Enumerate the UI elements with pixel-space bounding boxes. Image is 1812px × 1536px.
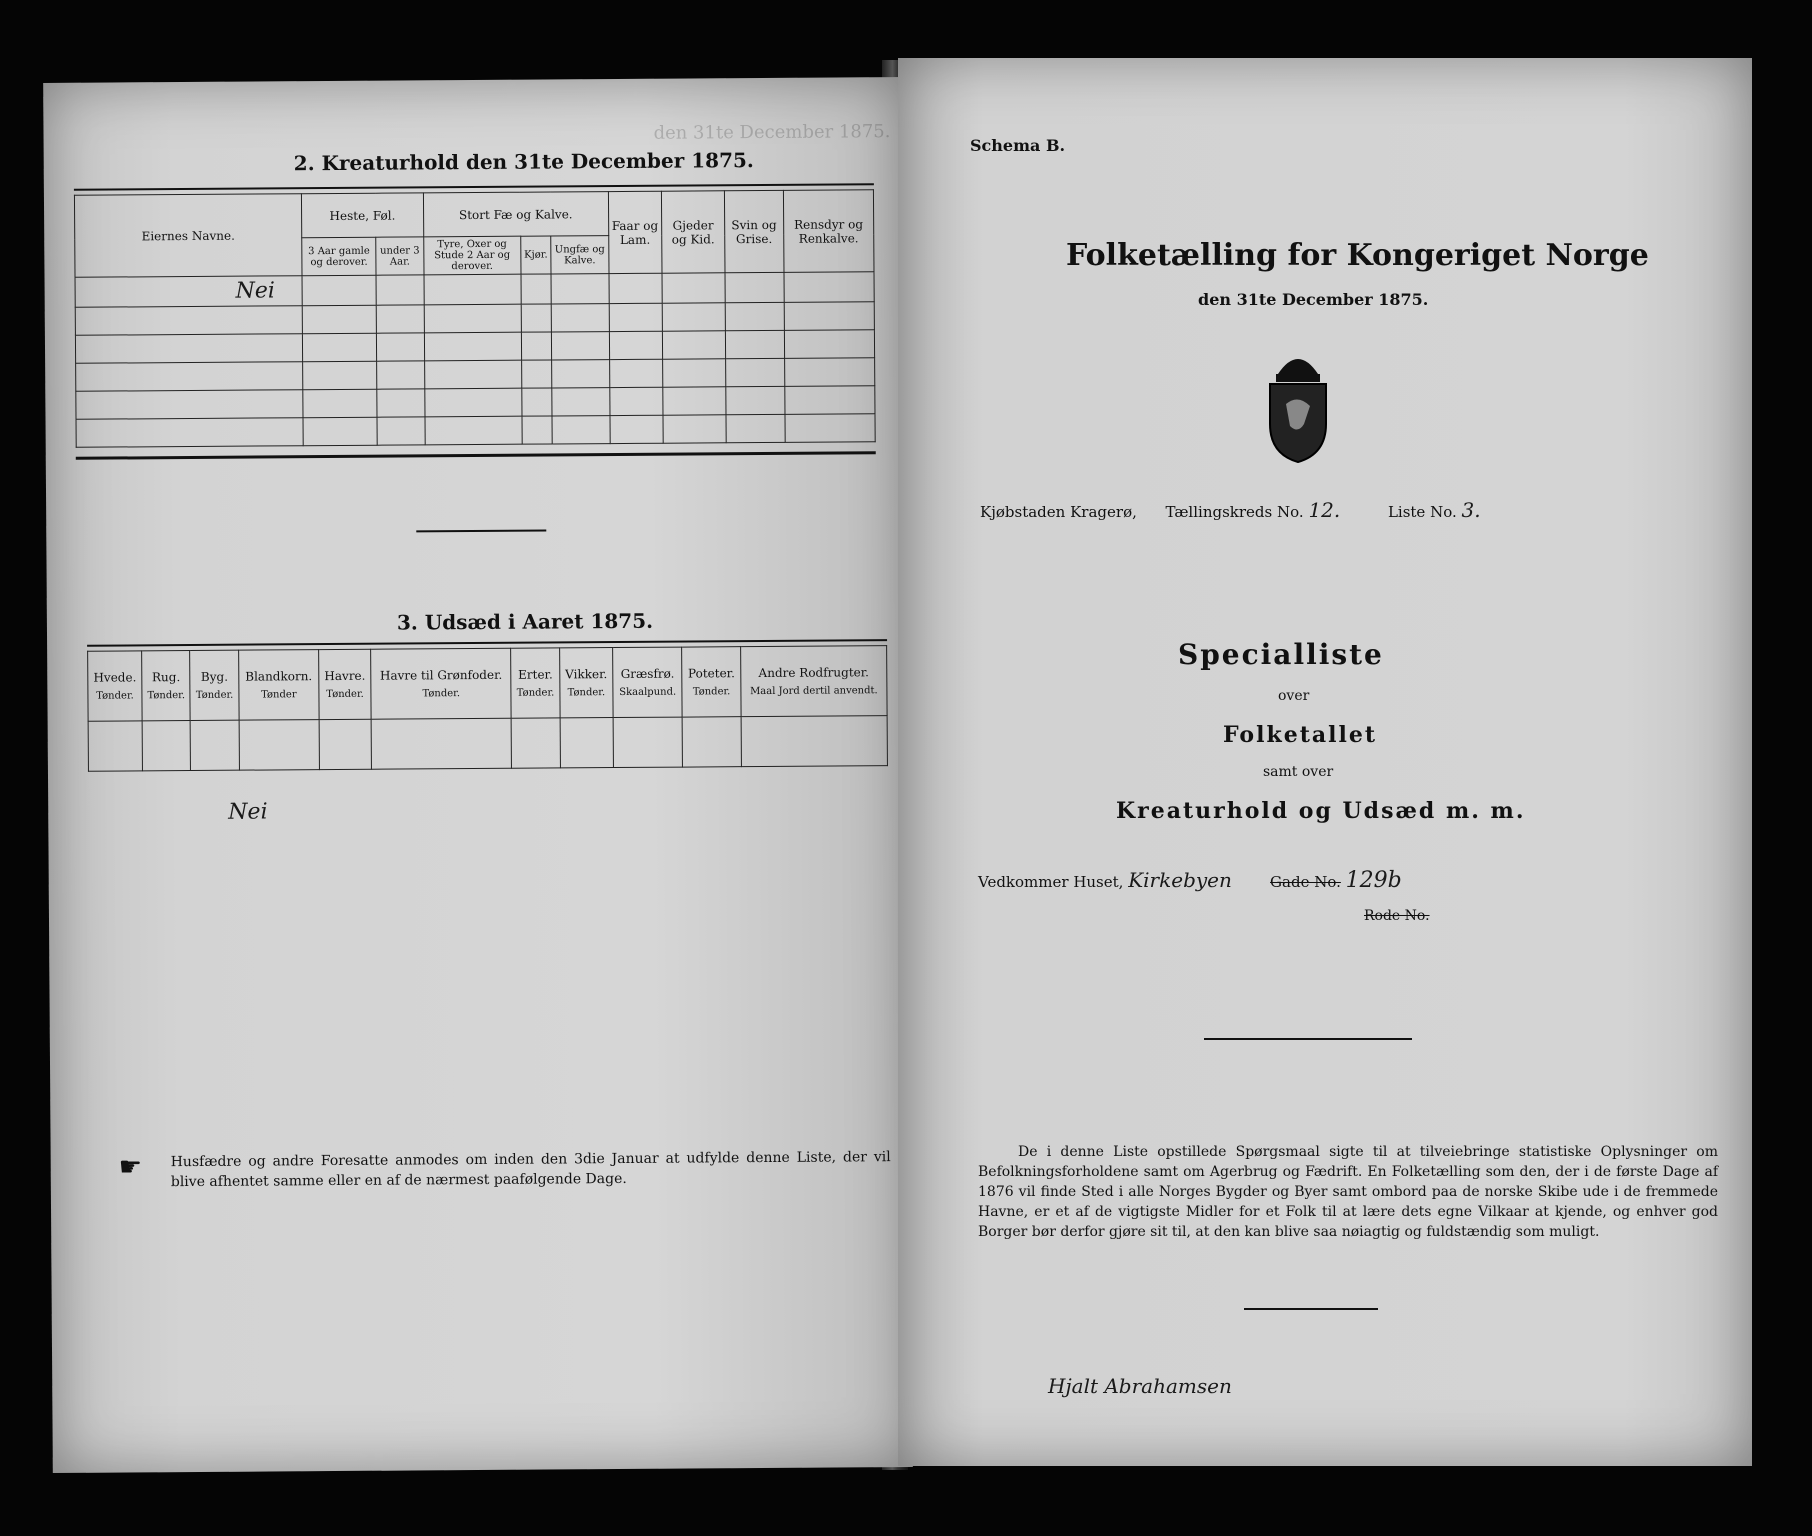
table-row xyxy=(88,716,887,772)
sowing-crop-name: Byg. xyxy=(200,669,229,684)
sowing-crop-name: Havre til Grønfoder. xyxy=(379,667,503,683)
table-row xyxy=(76,414,875,448)
sowing-value-cell xyxy=(142,721,191,771)
sowing-unit: Tønder. xyxy=(422,688,461,700)
sowing-unit: Tønder xyxy=(261,689,297,701)
folketallet-text: Folketallet xyxy=(1223,722,1377,748)
sowing-header-cell xyxy=(682,647,741,717)
left-page xyxy=(43,77,913,1473)
sowing-value-cell xyxy=(613,717,683,767)
sowing-header-cell xyxy=(511,648,560,718)
sowing-value-cell xyxy=(560,718,614,768)
house-label: Vedkommer Huset, xyxy=(978,873,1124,891)
sowing-table xyxy=(87,645,888,772)
sowing-value-cell xyxy=(741,716,887,767)
section2-title: 2. Kreaturhold den 31te December 1875. xyxy=(293,148,754,176)
livestock-entry: Nei xyxy=(235,278,276,304)
sowing-header-cell xyxy=(613,647,683,717)
sowing-header-cell xyxy=(190,650,239,720)
header-reindeer: Rensdyr og Renkalve. xyxy=(783,190,874,273)
header-young-cattle: Ungfæ og Kalve. xyxy=(551,236,609,274)
main-title: Folketælling for Kongeriget Norge xyxy=(1066,238,1649,273)
header-horses: Heste, Føl. xyxy=(301,193,423,238)
sowing-value-cell xyxy=(191,720,240,770)
sowing-unit: Tønder. xyxy=(147,690,186,702)
kreaturhold-text: Kreaturhold og Udsæd m. m. xyxy=(1116,798,1526,824)
district-label: Tællingskreds No. xyxy=(1165,503,1304,521)
sowing-crop-name: Havre. xyxy=(324,668,366,684)
header-horses-young: under 3 Aar. xyxy=(376,237,424,275)
sowing-crop-name: Rug. xyxy=(151,670,181,685)
sowing-header-cell xyxy=(559,648,613,718)
sowing-crop-name: Poteter. xyxy=(687,666,735,681)
sowing-header-cell xyxy=(142,651,191,721)
sowing-header-cell xyxy=(238,650,319,721)
sowing-unit: Maal Jord dertil anvendt. xyxy=(750,685,878,698)
sowing-crop-name: Erter. xyxy=(518,667,553,682)
sowing-value-cell xyxy=(319,719,371,769)
section3-title: 3. Udsæd i Aaret 1875. xyxy=(396,608,654,635)
sowing-value-cell xyxy=(371,718,512,769)
location-line xyxy=(980,498,1481,522)
rode-label: Rode No. xyxy=(1364,908,1430,924)
right-page xyxy=(898,58,1752,1466)
bleed-through-header: den 31te December 1875. xyxy=(653,121,891,144)
sowing-unit: Tønder. xyxy=(692,686,731,698)
schema-label: Schema B. xyxy=(970,136,1066,155)
sowing-header-cell xyxy=(88,651,143,721)
intro-paragraph: De i denne Liste opstillede Spørgsmaal sigte til at tilveiebringe statistiske Oplysninger om Befolkningsforholdene samt om Agerbrug og Fædrift. En Folketælling som den, der i de første Dage af 1876 vil finde Sted i alle Norges Bygder og Byer samt ombord paa de norske Skibe ude i de fremmede Havne, er et af de vigtigste Midler for et Folk til at lære dets egne Vilkaar at kjende, og enhver god Borger bør derfor gjøre sit til, at den kan blive saa nøiagtig og fuldstændig som muligt. xyxy=(978,1144,1718,1240)
house-name: Kirkebyen xyxy=(1128,868,1232,892)
sowing-value-cell xyxy=(88,721,143,771)
sowing-crop-name: Blandkorn. xyxy=(245,669,313,684)
header-bulls: Tyre, Oxer og Stude 2 Aar og derover. xyxy=(423,236,520,275)
livestock-table xyxy=(74,189,876,448)
sowing-value-cell xyxy=(683,717,742,767)
district-number: 12. xyxy=(1308,498,1341,522)
sowing-unit: Tønder. xyxy=(567,687,606,699)
separator-rule-lower xyxy=(1244,1308,1378,1310)
specialliste-title: Specialliste xyxy=(1178,638,1384,671)
house-line xyxy=(978,868,1402,893)
sowing-crop-name: Græsfrø. xyxy=(620,666,675,682)
sowing-unit: Tønder. xyxy=(516,687,555,699)
sowing-unit: Tønder. xyxy=(326,688,364,701)
notice-text: Husfædre og andre Foresatte anmodes om inden den 3die Januar at udfylde denne Liste, der vil blive afhentet samme eller en af de nærmest paafølgende Dage. xyxy=(170,1149,891,1191)
over-text: over xyxy=(1278,688,1310,704)
header-sheep: Faar og Lam. xyxy=(608,191,662,273)
sowing-unit: Tønder. xyxy=(96,690,134,702)
sowing-unit: Skaalpund. xyxy=(619,686,677,699)
sowing-header-cell xyxy=(741,646,888,717)
sowing-crop-name: Andre Rodfrugter. xyxy=(758,665,869,681)
sowing-header-cell xyxy=(371,648,512,719)
sowing-value-cell xyxy=(512,718,561,768)
separator-rule xyxy=(416,530,546,533)
header-cattle: Stort Fæ og Kalve. xyxy=(423,192,608,237)
town-label: Kjøbstaden xyxy=(980,503,1066,521)
town-name: Kragerø, xyxy=(1070,503,1137,521)
coat-of-arms-icon xyxy=(1258,344,1338,464)
header-goats: Gjeder og Kid. xyxy=(661,191,724,273)
header-cows: Kjør. xyxy=(521,236,552,274)
census-date: den 31te December 1875. xyxy=(1198,290,1429,309)
list-label: Liste No. xyxy=(1387,503,1457,521)
sowing-crop-name: Vikker. xyxy=(565,667,608,682)
pointing-hand-icon: ☛ xyxy=(118,1152,143,1183)
sowing-crop-name: Hvede. xyxy=(93,670,137,685)
sowing-unit: Tønder. xyxy=(195,689,234,701)
samt-over-text: samt over xyxy=(1263,764,1334,780)
sowing-entry: Nei xyxy=(228,799,268,825)
gade-number: 129b xyxy=(1345,868,1402,893)
sowing-header-cell xyxy=(319,649,372,719)
header-owner: Eiernes Navne. xyxy=(74,194,302,278)
header-pigs: Svin og Grise. xyxy=(724,190,784,272)
signature: Hjalt Abrahamsen xyxy=(1048,1374,1232,1398)
section2-bottom-rule xyxy=(76,451,876,460)
gade-label: Gade No. xyxy=(1270,873,1341,891)
separator-rule-upper xyxy=(1204,1038,1412,1040)
sowing-header-row xyxy=(88,646,887,722)
sowing-value-cell xyxy=(239,720,320,771)
list-number: 3. xyxy=(1461,498,1481,522)
header-horses-old: 3 Aar gamle og derover. xyxy=(302,237,377,276)
